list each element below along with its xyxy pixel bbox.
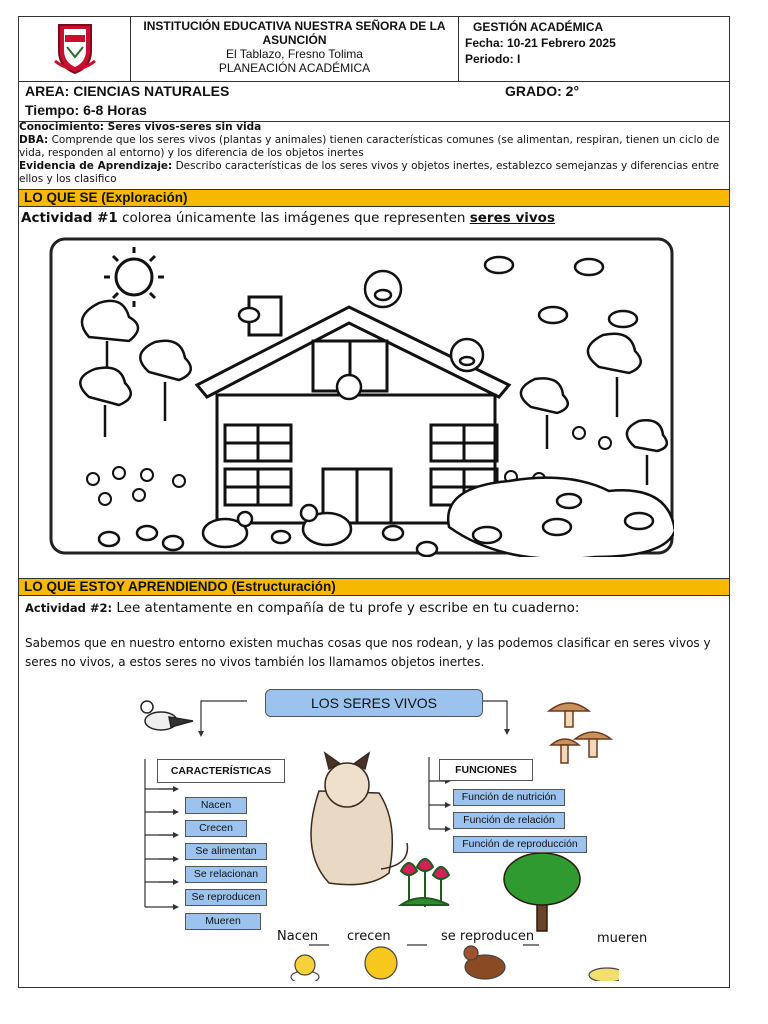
dba-text [19, 134, 727, 160]
activity-1-emphasis: seres vivos [469, 210, 555, 226]
life-cycle-label: Nacen [277, 929, 319, 944]
header [19, 17, 729, 81]
activity-2-instruction [25, 600, 579, 616]
gestion-label: GESTIÓN ACADÉMICA [473, 20, 604, 34]
concept-title-box: LOS SERES VIVOS [265, 689, 483, 717]
activity-2-label: Actividad #2: [25, 601, 113, 615]
tulip-icon [401, 859, 449, 907]
knowledge-label: Conocimiento: Seres vivos-seres sin vida [19, 121, 262, 133]
activity-1-text: colorea únicamente las imágenes que represent [117, 210, 449, 226]
chick-icon [365, 947, 397, 979]
dba-content: Comprende que los seres vivos (plantas y animales) tienen características comunes (se alimentan, respiran, tienen un ciclo de vida, responden al entorno) y los diferencia de los objetos inertes [19, 134, 720, 159]
characteristic-item: Nacen [185, 797, 247, 814]
institution-location: El Tablazo, Fresno Tolima [226, 47, 363, 61]
management-block [459, 17, 729, 81]
document-title: PLANEACIÓN ACADÉMICA [218, 61, 371, 75]
dead-chick-icon [589, 968, 619, 981]
seagull-icon [141, 701, 193, 730]
evidence-content: Describo características de los seres vivos y objetos inertes, establezco semejanzas y diferencias entre ellos y los clasifico [19, 160, 720, 185]
evidence-text [19, 160, 727, 186]
divider [19, 81, 729, 82]
characteristic-item: Se reproducen [185, 889, 267, 906]
period-label: Periodo: I [465, 52, 521, 66]
date-label: Fecha: 10-21 Febrero 2025 [465, 36, 616, 50]
hen-icon [464, 946, 505, 979]
function-item: Función de relación [453, 812, 565, 829]
activity-1-label: Actividad #1 [21, 210, 118, 226]
section-exploracion-header: LO QUE SE (Exploración) [19, 189, 729, 207]
characteristics-heading: CARACTERÍSTICAS [157, 759, 285, 783]
concept-map [119, 681, 648, 981]
chick-egg-icon [291, 955, 319, 981]
institution-block [131, 17, 459, 81]
characteristic-item: Se relacionan [185, 866, 267, 883]
activity-1-text-2: en [448, 210, 470, 226]
mushroom-icon [549, 703, 611, 763]
tree-icon [504, 853, 580, 931]
dba-label: DBA: [19, 134, 49, 146]
worksheet-page [18, 16, 730, 988]
institution-name-line2: ASUNCIÓN [262, 33, 327, 47]
institution-name-line1: INSTITUCIÓN EDUCATIVA NUESTRA SEÑORA DE LA [143, 19, 446, 33]
logo-cell [19, 17, 131, 81]
activity-1-instruction [21, 210, 555, 226]
area-label: AREA: CIENCIAS NATURALES [25, 83, 230, 99]
knowledge-text [19, 121, 727, 134]
life-cycle-label: mueren [597, 931, 648, 946]
characteristic-item: Se alimentan [185, 843, 267, 860]
characteristic-item: Mueren [185, 913, 261, 930]
intro-paragraph: Sabemos que en nuestro entorno existen muchas cosas que nos rodean, y las podemos clasificar en seres vivos y seres no vivos, a estos seres no vivos también los llamamos objetos inertes. [25, 636, 711, 669]
evidence-label: Evidencia de Aprendizaje: [19, 160, 173, 172]
life-cycle-label: crecen [347, 929, 391, 944]
functions-heading: FUNCIONES [439, 759, 533, 781]
grade-label: GRADO: 2° [505, 83, 580, 99]
school-logo-icon [19, 17, 131, 81]
characteristic-item: Crecen [185, 820, 247, 837]
time-label: Tiempo: 6-8 Horas [25, 102, 147, 118]
section-estructuracion-header: LO QUE ESTOY APRENDIENDO (Estructuración) [19, 578, 729, 596]
function-item: Función de reproducción [453, 836, 587, 853]
activity-2-text: Lee atentamente en compañía de tu profe y escribe en tu cuaderno: [112, 600, 580, 616]
life-cycle-label: se reproducen [441, 929, 535, 944]
cat-icon [311, 753, 407, 885]
function-item: Función de nutrición [453, 789, 565, 806]
farm-coloring-illustration [49, 237, 674, 557]
